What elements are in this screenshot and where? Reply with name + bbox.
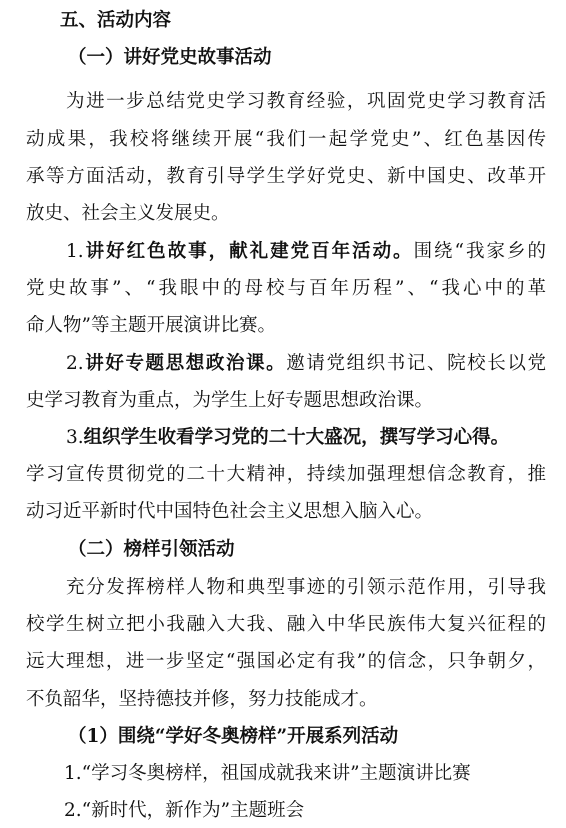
item-1-line-2: 党史故事”、“我眼中的母校与百年历程”、“我心中的革 <box>26 278 546 299</box>
subsubsection-heading: （1）围绕“学好冬奥榜样”开展系列活动 <box>68 726 399 747</box>
paragraph-1-line-3: 承等方面活动，教育引导学生学好党史、新中国史、改革开 <box>26 166 546 187</box>
item-1-line-3: 命人物”等主题开展演讲比赛。 <box>26 315 276 336</box>
item-1-number: 1. <box>66 241 84 262</box>
paragraph-1-line-2: 动成果，我校将继续开展“我们一起学党史”、红色基因传 <box>26 129 546 150</box>
item-1-text: 围绕“我家乡的 <box>413 241 546 262</box>
list-item: 2.“新时代，新作为”主题班会 <box>64 800 305 821</box>
list-item: 1.“学习冬奥榜样，祖国成就我来讲”主题演讲比赛 <box>64 763 471 784</box>
paragraph-1-line-1: 为进一步总结党史学习教育经验，巩固党史学习教育活 <box>66 91 546 112</box>
item-2-line-1 <box>66 352 546 376</box>
item-3-bold-title: 组织学生收看学习党的二十大盛况，撰写学习心得。 <box>83 427 510 448</box>
item-2-text: 邀请党组织书记、院校长以党 <box>286 353 546 374</box>
paragraph-1-line-4: 放史、社会主义发展史。 <box>26 203 230 224</box>
item-2-number: 2. <box>66 353 84 374</box>
subsection-heading-2: （二）榜样引领活动 <box>68 539 235 560</box>
item-3-line-2: 学习宣传贯彻党的二十大精神，持续加强理想信念教育，推 <box>26 464 546 485</box>
item-3-line-1 <box>66 426 546 450</box>
subsection-heading-1: （一）讲好党史故事活动 <box>68 47 272 68</box>
paragraph-2-line-3: 远大理想，进一步坚定“强国必定有我”的信念，只争朝夕， <box>26 651 546 672</box>
item-3-number: 3. <box>66 427 84 448</box>
paragraph-2-line-1: 充分发挥榜样人物和典型事迹的引领示范作用，引导我 <box>66 577 546 598</box>
paragraph-2-line-2: 校学生树立把小我融入大我、融入中华民族伟大复兴征程的 <box>26 614 546 635</box>
item-1-line-1 <box>66 240 546 264</box>
item-2-bold-title: 讲好专题思想政治课。 <box>83 353 287 374</box>
section-heading: 五、活动内容 <box>60 10 172 31</box>
item-3-line-3: 动习近平新时代中国特色社会主义思想入脑入心。 <box>26 501 434 522</box>
paragraph-2-line-4: 不负韶华，坚持德技并修，努力技能成才。 <box>26 689 378 710</box>
item-1-bold-title: 讲好红色故事，献礼建党百年活动。 <box>83 241 414 262</box>
item-2-line-2: 史学习教育为重点，为学生上好专题思想政治课。 <box>26 390 434 411</box>
